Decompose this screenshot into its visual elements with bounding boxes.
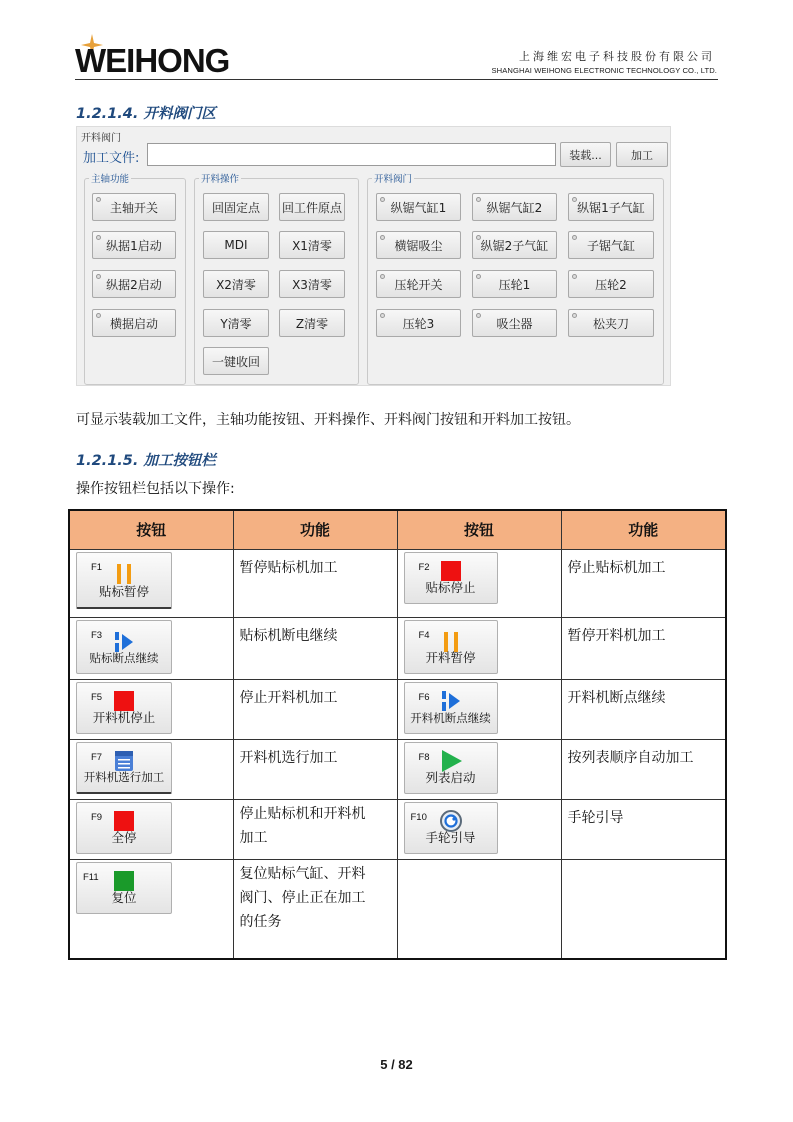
- table-row: [69, 799, 726, 859]
- fkey-label: F3: [91, 629, 103, 641]
- button-label: 开料暂停: [425, 649, 476, 665]
- button-cell: [397, 739, 561, 799]
- cutting-stop-button[interactable]: [76, 682, 172, 734]
- status-led: [476, 197, 481, 202]
- valve-button[interactable]: 纵锯1子气缸: [568, 193, 654, 221]
- mdi-button[interactable]: MDI: [203, 231, 269, 259]
- button-cell: [397, 617, 561, 679]
- fkey-label: F7: [91, 751, 103, 763]
- load-file-button[interactable]: 装载...: [560, 142, 611, 167]
- button-cell: [69, 799, 233, 859]
- label-resume-breakpoint-button[interactable]: [76, 620, 172, 674]
- handwheel-guide-button[interactable]: [404, 802, 498, 854]
- button-cell: [69, 859, 233, 959]
- header-divider: [75, 79, 718, 80]
- function-cell: 暂停开料机加工: [561, 617, 726, 679]
- empty-cell: [397, 859, 561, 959]
- file-path-input[interactable]: [147, 143, 556, 166]
- file-label: 加工文件:: [83, 151, 140, 166]
- process-button[interactable]: 加工: [616, 142, 668, 167]
- valve-button[interactable]: 松夹刀: [568, 309, 654, 337]
- function-line: 复位贴标气缸、开料: [239, 865, 366, 882]
- button-cell: [397, 549, 561, 617]
- spindle-function-group: [84, 174, 186, 385]
- button-cell: [69, 617, 233, 679]
- logo-text: WEIHONG: [75, 42, 230, 79]
- button-label: 开料机断点继续: [410, 710, 491, 725]
- operation-buttons-table: [68, 509, 727, 960]
- function-cell: 停止贴标机加工: [561, 549, 726, 617]
- column-header: 按钮: [397, 510, 561, 549]
- section-heading-valve-area: 1.2.1.4. 开料阀门区: [76, 106, 216, 122]
- status-led: [476, 235, 481, 240]
- panel-legend: 开料阀门: [81, 133, 121, 144]
- z-zero-button[interactable]: Z清零: [279, 309, 345, 337]
- valve-button[interactable]: 横锯吸尘: [376, 231, 461, 259]
- function-cell: 停止开料机加工: [233, 679, 397, 739]
- function-cell: 开料机选行加工: [233, 739, 397, 799]
- button-cell: [397, 799, 561, 859]
- button-label: 复位: [111, 889, 137, 905]
- saw2-start-button[interactable]: 纵据2启动: [92, 270, 176, 298]
- status-led: [380, 235, 385, 240]
- function-cell: 按列表顺序自动加工: [561, 739, 726, 799]
- button-label: 贴标断点继续: [89, 650, 159, 665]
- fkey-label: F1: [91, 561, 103, 573]
- section1-description: 可显示装载加工文件，主轴功能按钮、开料操作、开料阀门按钮和开料加工按钮。: [76, 412, 580, 428]
- fkey-label: F10: [410, 811, 427, 823]
- spindle-group-title: 主轴功能: [89, 171, 131, 185]
- fkey-label: F9: [91, 811, 103, 823]
- table-row: [69, 549, 726, 617]
- button-label: 开料机选行加工: [83, 769, 165, 784]
- status-led: [572, 235, 577, 240]
- saw1-start-button[interactable]: 纵据1启动: [92, 231, 176, 259]
- valve-group-title: 开料阀门: [372, 171, 414, 185]
- status-led: [572, 197, 577, 202]
- page-number: 5 / 82: [380, 1057, 413, 1072]
- function-cell: 手轮引导: [561, 799, 726, 859]
- stop-all-button[interactable]: [76, 802, 172, 854]
- x3-zero-button[interactable]: X3清零: [279, 270, 345, 298]
- cutting-operation-group: [194, 174, 359, 385]
- status-led: [380, 313, 385, 318]
- valve-button[interactable]: 压轮开关: [376, 270, 461, 298]
- label-pause-button[interactable]: [76, 552, 172, 609]
- cutting-select-row-button[interactable]: [76, 742, 172, 794]
- valve-button[interactable]: 纵锯气缸1: [376, 193, 461, 221]
- return-fixed-point-button[interactable]: 回固定点: [203, 193, 269, 221]
- status-led: [572, 274, 577, 279]
- function-cell: 暂停贴标机加工: [233, 549, 397, 617]
- button-label: 列表启动: [425, 769, 476, 785]
- cutting-pause-button[interactable]: [404, 620, 498, 674]
- button-label: 全停: [111, 829, 137, 845]
- valve-button[interactable]: 纵锯2子气缸: [472, 231, 557, 259]
- valve-button[interactable]: 压轮1: [472, 270, 557, 298]
- button-cell: [397, 679, 561, 739]
- button-label: 贴标暂停: [98, 583, 149, 599]
- section-heading-button-bar: 1.2.1.5. 加工按钮栏: [76, 453, 216, 469]
- table-row: [69, 679, 726, 739]
- table-row: [69, 739, 726, 799]
- function-line: 停止贴标机和开料机: [239, 805, 366, 822]
- status-led: [572, 313, 577, 318]
- button-cell: [69, 739, 233, 799]
- spindle-toggle-button[interactable]: 主轴开关: [92, 193, 176, 221]
- label-stop-button[interactable]: [404, 552, 498, 604]
- function-line: 阀门、停止正在加工: [239, 889, 366, 906]
- company-name-en: SHANGHAI WEIHONG ELECTRONIC TECHNOLOGY CO., LTD.: [491, 66, 717, 75]
- table-row: [69, 617, 726, 679]
- column-header: 功能: [561, 510, 726, 549]
- fkey-label: F4: [418, 629, 430, 641]
- function-line: 加工: [239, 829, 268, 846]
- fkey-label: F2: [418, 561, 430, 573]
- empty-cell: [561, 859, 726, 959]
- table-header-row: [69, 510, 726, 549]
- column-header: 按钮: [69, 510, 233, 549]
- return-work-origin-button[interactable]: 回工件原点: [279, 193, 345, 221]
- fkey-label: F8: [418, 751, 430, 763]
- cutting-valve-group: [367, 174, 664, 385]
- y-zero-button[interactable]: Y清零: [203, 309, 269, 337]
- button-cell: [69, 679, 233, 739]
- valve-panel-screenshot: [76, 126, 671, 386]
- status-led: [96, 197, 101, 202]
- button-label: 开料机停止: [92, 709, 156, 725]
- x1-zero-button[interactable]: X1清零: [279, 231, 345, 259]
- status-led: [96, 274, 101, 279]
- section2-intro: 操作按钮栏包括以下操作:: [76, 481, 235, 497]
- cross-saw-start-button[interactable]: 横据启动: [92, 309, 176, 337]
- one-key-retract-button[interactable]: 一键收回: [203, 347, 269, 375]
- x2-zero-button[interactable]: X2清零: [203, 270, 269, 298]
- valve-button[interactable]: 压轮2: [568, 270, 654, 298]
- list-start-button[interactable]: [404, 742, 498, 794]
- function-line: 的任务: [239, 913, 282, 930]
- status-led: [96, 235, 101, 240]
- company-name-cn: 上海维宏电子科技股份有限公司: [519, 50, 715, 63]
- function-cell: 开料机断点继续: [561, 679, 726, 739]
- ops-group-title: 开料操作: [199, 171, 241, 185]
- button-label: 手轮引导: [425, 829, 476, 845]
- table-row: [69, 859, 726, 959]
- status-led: [380, 197, 385, 202]
- status-led: [476, 313, 481, 318]
- function-cell: [233, 799, 397, 859]
- valve-button[interactable]: 吸尘器: [472, 309, 557, 337]
- fkey-label: F6: [418, 691, 430, 703]
- column-header: 功能: [233, 510, 397, 549]
- reset-button[interactable]: [76, 862, 172, 914]
- button-label: 贴标停止: [425, 579, 476, 595]
- valve-button[interactable]: 子锯气缸: [568, 231, 654, 259]
- valve-button[interactable]: 压轮3: [376, 309, 461, 337]
- cutting-resume-breakpoint-button[interactable]: [404, 682, 498, 734]
- status-led: [476, 274, 481, 279]
- function-cell: [233, 859, 397, 959]
- function-cell: 贴标机断电继续: [233, 617, 397, 679]
- button-cell: [69, 549, 233, 617]
- fkey-label: F11: [83, 871, 99, 883]
- status-led: [96, 313, 101, 318]
- valve-button[interactable]: 纵锯气缸2: [472, 193, 557, 221]
- fkey-label: F5: [91, 691, 103, 703]
- status-led: [380, 274, 385, 279]
